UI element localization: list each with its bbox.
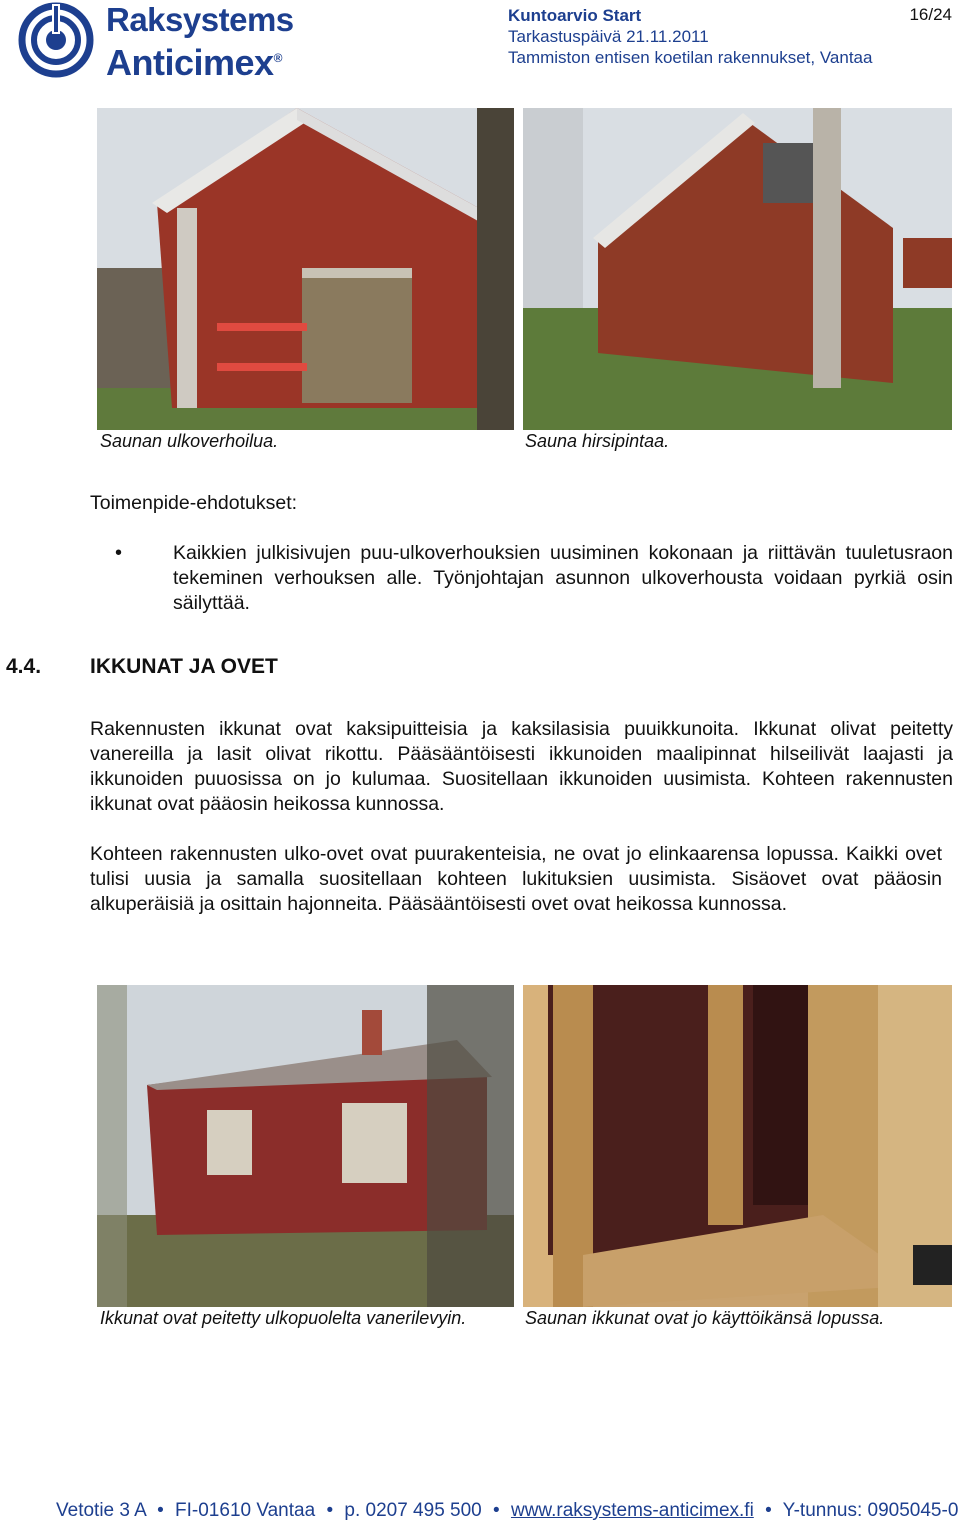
photo-sauna-log: [523, 108, 952, 430]
photo-sauna-window: [523, 985, 952, 1307]
section-paragraph-doors: Kohteen rakennusten ulko-ovet ovat puurakenteisia, ne ovat jo elinkaarensa lopussa. Kaikki ovet tulisi uusia ja samalla suositellaan kohteen lukituksien uusimista. Sisäovet ovat pääosin alkuperäisiä ja osittain hajonneita. Pääsääntöisesti ovet ovat heikossa kunnossa.: [90, 843, 942, 915]
registered-mark: ®: [273, 51, 282, 65]
footer-bullet: •: [765, 1500, 772, 1521]
bullet-icon: •: [115, 542, 123, 564]
inspection-date: Tarkastuspäivä 21.11.2011: [508, 27, 709, 46]
measures-item: Kaikkien julkisivujen puu-ulkoverhouksien uusiminen kokonaan ja riittävän tuuletusraon tekeminen verhouksen alle. Työnjohtajan asunnon ulkoverhousta voidaan pyrkiä osin säilyttää.: [173, 542, 953, 614]
caption-bottom-right: Saunan ikkunat ovat jo käyttöikänsä lopussa.: [525, 1308, 885, 1328]
footer-bullet: •: [326, 1500, 334, 1521]
footer-bullet: •: [157, 1500, 164, 1521]
report-title: Kuntoarvio Start: [508, 6, 642, 25]
logo-line1: Raksystems: [106, 1, 294, 38]
logo-line2-text: Anticimex: [106, 42, 274, 83]
footer-website-link[interactable]: www.raksystems-anticimex.fi: [510, 1500, 754, 1521]
section-title: IKKUNAT JA OVET: [90, 655, 278, 678]
site-name: Tammiston entisen koetilan rakennukset, Vantaa: [508, 48, 873, 67]
caption-top-right: Sauna hirsipintaa.: [525, 431, 670, 451]
page-footer: [56, 1500, 958, 1522]
page-number: 16/24: [909, 5, 952, 24]
photo-boarded-windows: [97, 985, 514, 1307]
logo-line2: [106, 40, 294, 81]
report-header: [508, 5, 872, 68]
caption-bottom-left: Ikkunat ovat peitetty ulkopuolelta vanerilevyin.: [100, 1308, 467, 1328]
caption-top-left: Saunan ulkoverhoilua.: [100, 431, 279, 451]
photo-sauna-cladding: [97, 108, 514, 430]
measures-label: Toimenpide-ehdotukset:: [90, 492, 298, 514]
footer-postal: FI-01610 Vantaa: [175, 1500, 316, 1521]
section-paragraph-windows: Rakennusten ikkunat ovat kaksipuitteisia ja kaksilasisia puuikkunoita. Ikkunat olivat peitetty vanereilla ja lasit olivat rikottu. Pääsääntöisesti ikkunoiden maalipinnat hilseilivät laajasti ja ikkunoiden puuosissa on jo kulumaa. Suositellaan ikkunoiden uusimista. Kohteen rakennusten ikkunat ovat pääosin heikossa kunnossa.: [90, 718, 953, 815]
footer-phone: p. 0207 495 500: [344, 1500, 482, 1521]
logo-wordmark: [106, 2, 294, 81]
footer-business-id: Y-tunnus: 0905045-0: [782, 1500, 959, 1521]
footer-address: Vetotie 3 A: [56, 1500, 146, 1521]
footer-bullet: •: [493, 1500, 500, 1521]
spiral-logo-icon: [8, 2, 104, 78]
section-number: 4.4.: [6, 655, 42, 678]
